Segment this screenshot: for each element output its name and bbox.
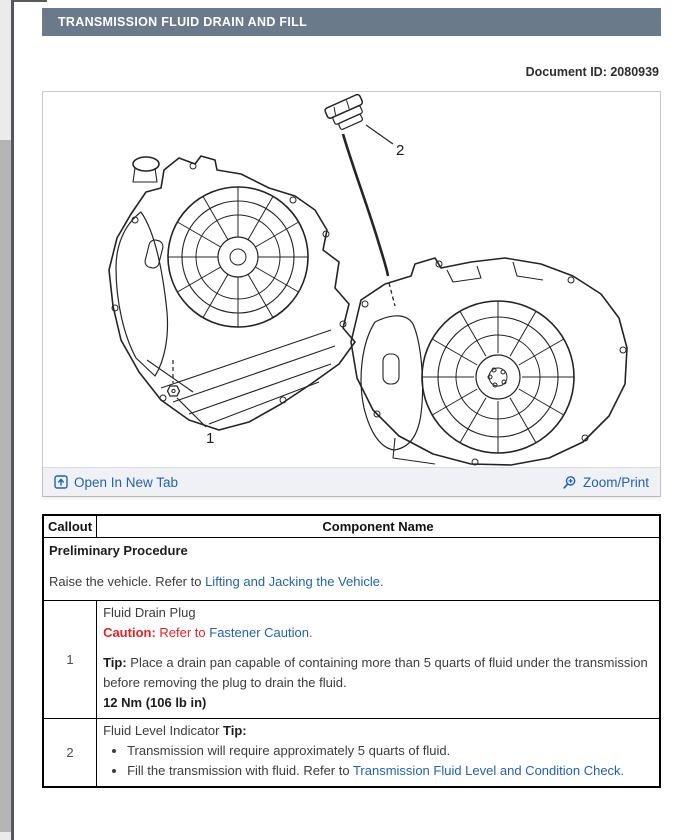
tip-bullet-1: • Transmission will require approximately 5 quarts of fluid. — [127, 741, 653, 761]
callout-1-label: 1 — [206, 430, 215, 447]
preliminary-text: Raise the vehicle. Refer to Lifting and Jacking the Vehicle. — [49, 574, 384, 589]
tip-label-2: Tip: — [223, 723, 247, 738]
fluid-level-check-link[interactable]: Transmission Fluid Level and Condition Check. — [352, 763, 625, 778]
figure-viewer — [42, 91, 661, 497]
document-id: Document ID: 2080939 — [525, 65, 659, 79]
fastener-caution-link[interactable]: Fastener Caution — [209, 625, 309, 640]
component-cell-1 — [97, 601, 660, 719]
caution-line: Caution: Refer to Fastener Caution. — [103, 625, 313, 640]
page-title: TRANSMISSION FLUID DRAIN AND FILL — [58, 15, 308, 29]
figure-canvas — [43, 92, 660, 467]
panel-divider — [11, 0, 14, 840]
tip-label-1: Tip: — [103, 655, 127, 670]
open-in-new-tab-icon — [54, 475, 68, 489]
callout-number-1: 1 — [43, 601, 97, 719]
table-row-2 — [43, 719, 660, 788]
preliminary-title: Preliminary Procedure — [49, 543, 188, 558]
torque-spec: 12 Nm (106 lb in) — [103, 695, 207, 710]
preliminary-procedure-row — [43, 538, 660, 601]
callout-number-2: 2 — [43, 719, 97, 788]
transaxle-right-view — [351, 258, 627, 465]
table-row-1 — [43, 601, 660, 719]
transaxle-illustration — [43, 92, 660, 467]
document-content — [42, 0, 661, 788]
preliminary-cell — [43, 538, 660, 601]
zoom-print-icon — [562, 475, 577, 490]
lifting-jacking-link[interactable]: Lifting and Jacking the Vehicle. — [205, 574, 384, 589]
transaxle-left-view — [109, 156, 355, 430]
tip-bullet-list — [111, 741, 653, 781]
component-name-1: Fluid Drain Plug — [103, 605, 196, 620]
table-header-row — [43, 515, 660, 538]
component-name-2: Fluid Level Indicator Tip: — [103, 723, 247, 738]
zoom-print-link[interactable] — [562, 475, 649, 490]
tip-bullet-2: • Fill the transmission with fluid. Refer to Transmission Fluid Level and Condition Check. — [127, 761, 653, 781]
callout-1-leader — [177, 398, 206, 427]
figure-toolbar — [43, 467, 660, 496]
callout-2-label: 2 — [396, 142, 405, 159]
open-in-new-tab-label: Open In New Tab — [74, 474, 179, 490]
vertical-scrollbar-track[interactable] — [0, 0, 11, 840]
zoom-print-label: Zoom/Print — [582, 474, 649, 490]
tip-paragraph-1: Tip: Place a drain pan capable of containing more than 5 quarts of fluid under the transmission before removing the plug to drain the fluid. — [103, 655, 648, 690]
open-in-new-tab-link[interactable] — [54, 475, 178, 490]
callout-2-leader — [366, 125, 393, 144]
column-header-component: Component Name — [97, 515, 660, 538]
vertical-scrollbar-thumb[interactable] — [0, 140, 11, 832]
page-title-bar — [42, 8, 661, 36]
fluid-level-indicator — [324, 94, 395, 306]
caution-label: Caution: — [103, 625, 156, 640]
drain-plug — [168, 360, 180, 396]
callout-component-table — [42, 514, 661, 788]
component-cell-2 — [97, 719, 660, 788]
column-header-callout: Callout — [43, 515, 97, 538]
